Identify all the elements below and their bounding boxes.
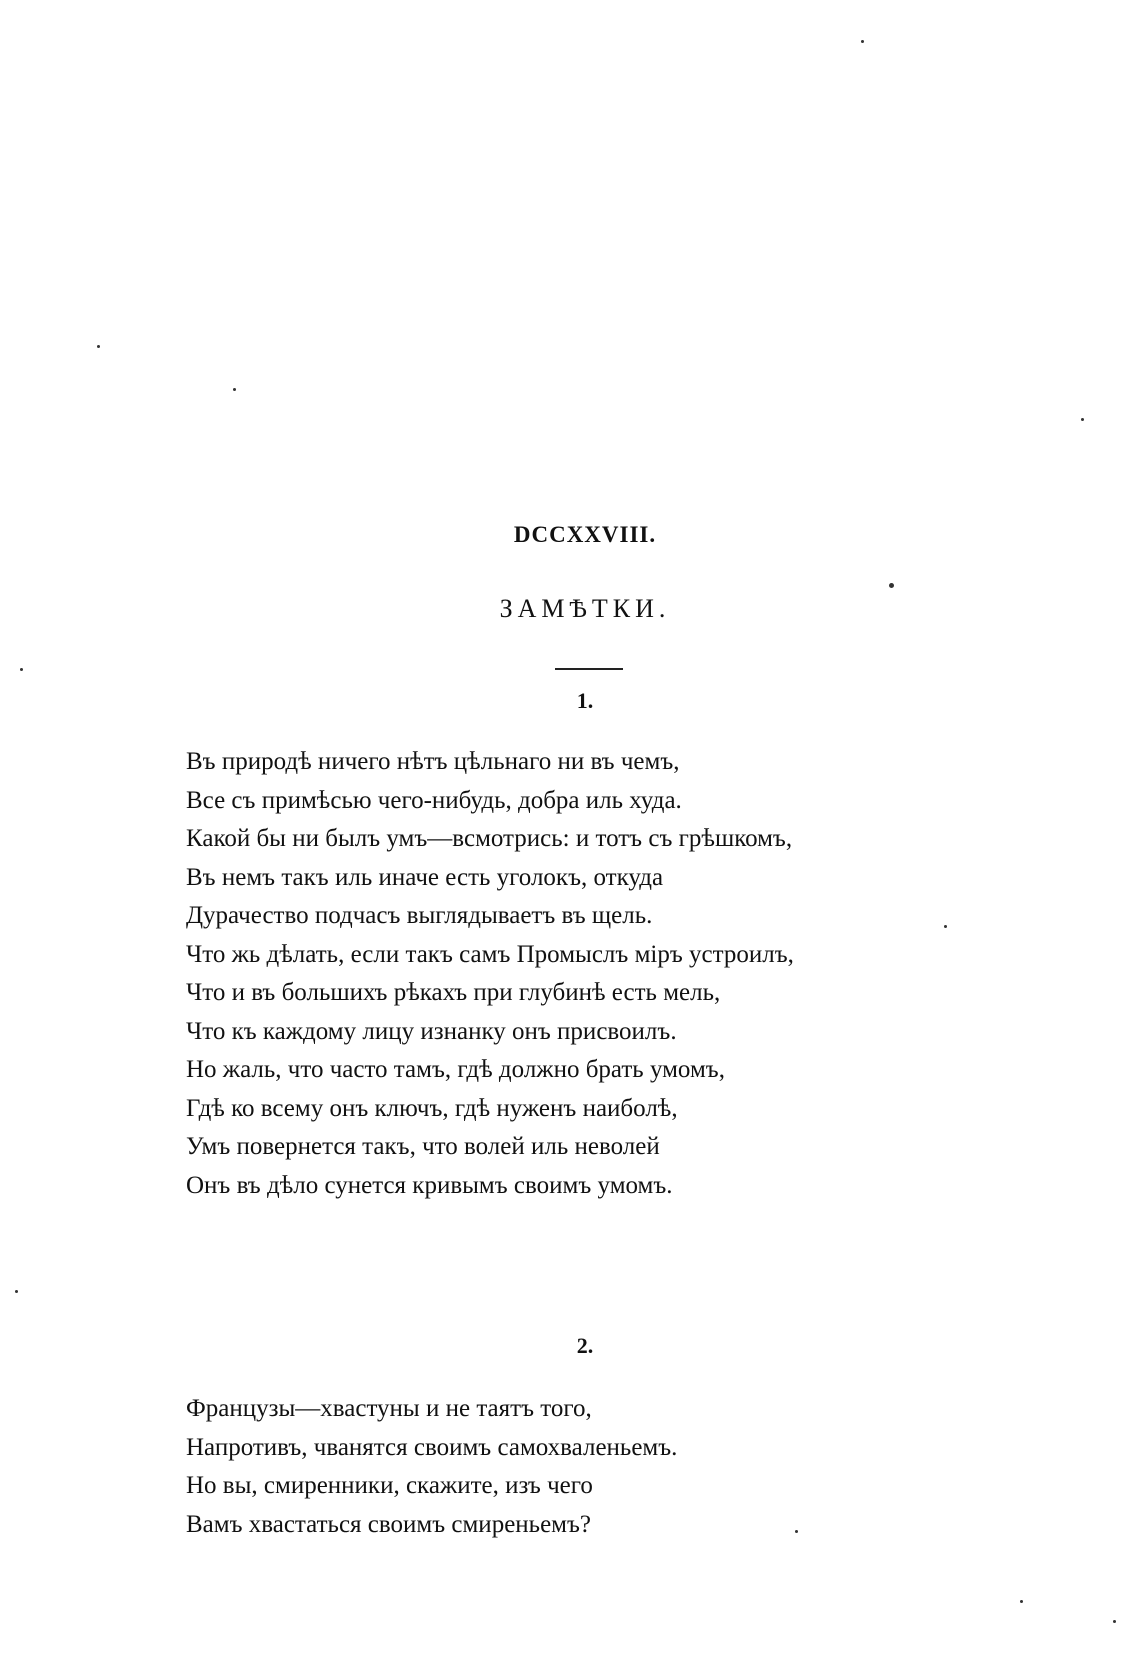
verse-line: Въ природѣ ничего нѣтъ цѣльнаго ни въ чемъ, bbox=[186, 748, 680, 775]
scan-speck bbox=[233, 388, 236, 391]
section-number-2: 2. bbox=[576, 1333, 594, 1358]
verse-line: Дурачество подчасъ выглядываетъ въ щель. bbox=[186, 902, 653, 929]
scan-speck bbox=[97, 345, 100, 348]
scan-speck bbox=[20, 668, 23, 671]
scan-speck bbox=[1081, 418, 1084, 421]
verse-line: Въ немъ такъ иль иначе есть уголокъ, откуда bbox=[186, 863, 664, 891]
verse-line: Какой бы ни былъ умъ—всмотрись: и тотъ съ грѣшкомъ, bbox=[186, 825, 793, 852]
scan-speck bbox=[15, 1290, 18, 1293]
verse-line: Напротивъ, чванятся своимъ самохваленьемъ. bbox=[186, 1433, 678, 1461]
stanza-1 bbox=[186, 743, 794, 1205]
scan-speck bbox=[861, 40, 864, 43]
title-rule bbox=[555, 668, 623, 670]
verse-line: Вамъ хвастаться своимъ смиреньемъ? bbox=[186, 1510, 592, 1538]
piece-title: ЗАМѢТКИ. bbox=[499, 594, 671, 623]
verse-line: Французы—хвастуны и не таятъ того, bbox=[186, 1395, 592, 1422]
verse-line: Но жаль, что часто тамъ, гдѣ должно брать умомъ, bbox=[186, 1056, 725, 1083]
verse-line: Что къ каждому лицу изнанку онъ присвоилъ. bbox=[186, 1017, 677, 1045]
verse-line: Все съ примѣсью чего-нибудь, добра иль худа. bbox=[186, 786, 682, 814]
verse-line: Но вы, смиренники, скажите, изъ чего bbox=[186, 1472, 593, 1499]
scan-speck bbox=[944, 925, 947, 928]
scan-speck bbox=[1113, 1620, 1116, 1623]
section-number-1: 1. bbox=[576, 688, 594, 713]
scan-speck bbox=[1020, 1600, 1023, 1603]
scan-speck bbox=[795, 1530, 798, 1533]
verse-line: Онъ въ дѣло сунется кривымъ своимъ умомъ. bbox=[186, 1171, 673, 1199]
piece-number: DCCXXVIII. bbox=[513, 522, 657, 547]
verse-line: Что жь дѣлать, если такъ самъ Промыслъ міръ устроилъ, bbox=[186, 940, 794, 968]
verse-line: Умъ повернется такъ, что волей иль неволей bbox=[186, 1133, 660, 1160]
stanza-2 bbox=[186, 1390, 677, 1544]
scan-speck bbox=[889, 583, 894, 588]
verse-line: Что и въ большихъ рѣкахъ при глубинѣ есть мель, bbox=[186, 979, 721, 1006]
verse-line: Гдѣ ко всему онъ ключъ, гдѣ нуженъ наиболѣ, bbox=[186, 1094, 678, 1122]
